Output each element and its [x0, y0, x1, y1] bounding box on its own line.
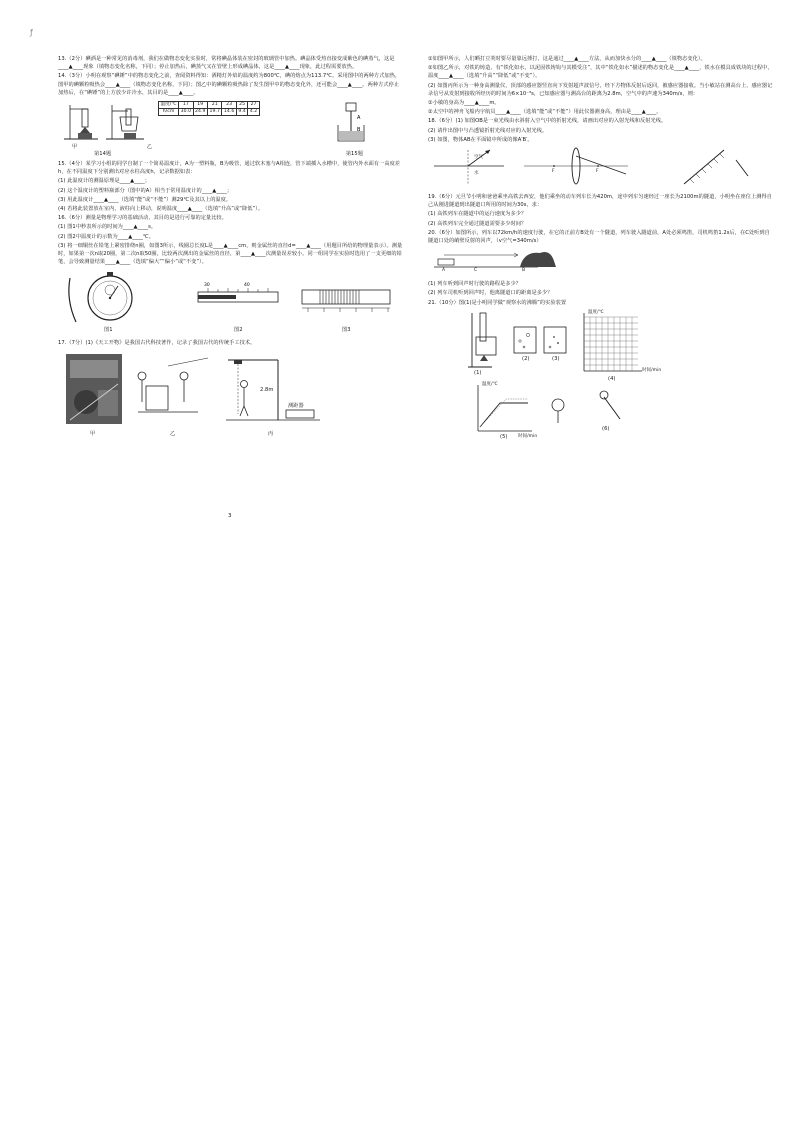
table-cell: 14.6 — [223, 109, 235, 115]
plane-mirror-diagram-icon — [684, 150, 748, 184]
question-17-item: ②如图乙所示，对铁的铸造，有“铁化如水，以泥固铁铸钩与其模受注”，其中“铁化如水”描述的物态变化是____▲____，铁水在模具成铁块的过程中，温度____▲____（选填“升高”“降低”或“不变”）。 — [428, 65, 773, 80]
axis-label: 时间/min — [518, 433, 538, 439]
point-label: B — [522, 268, 526, 274]
beaker-bubbles-icon — [514, 327, 566, 353]
table-header: 17 — [179, 102, 193, 109]
question-15-item: (4) 若将此装置放在室内，液柱向上移动，说明温度____▲____（选填“升高”或“降低”）。 — [58, 206, 264, 213]
question-15: 15.（4分）某学习小组的同学自制了一个简易温度计，A为一塑料瓶，B为吸管，通过软木塞与A相连，管下端插入水槽中，使管内外水面有一高度差h，在不同温度下分别测出对应水柱高度h，记录数据如表： — [58, 161, 401, 176]
question-18-item: (2) 请作出图中与凸透镜折射光线对应的入射光线。 — [428, 127, 548, 134]
figure-label: 图2 — [234, 327, 243, 334]
figure-18-drawing — [428, 146, 773, 188]
point-label: A — [442, 268, 446, 274]
wire-coil-ruler-icon — [302, 290, 390, 312]
question-20: 20.（6分）如图所示，列车以72km/h的速度行驶，在它的正前方B处有一个隧道，列车驶入隧道前，A处必须鸣笛，司机鸣笛1.2s后，在C处听到自隧道口处的峭壁反射的回声，（v空气=340m/s） — [428, 229, 770, 245]
casting-workers-illustration-icon — [138, 358, 208, 412]
ancient-workshop-illustration-icon — [66, 354, 122, 424]
question-16-item: (3) 将一细铜丝在铅笔上紧密排绕n圈，如图3所示，线圈总长度L是____▲____cm，则金属丝的直径d=____▲____（用题目所给的物理量表示）。测量时，如果第一次n取20圈，第二次n取50圈，比较两次测出的金属丝的直径，第____▲____次测量误差较小。同一组同学在实验时选用了一支更细的铅笔，会导致测量结果____▲____（选填“偏大”“偏小”或“不变”）。 — [58, 242, 403, 266]
question-19-item: (1) 高铁列车在隧道中的运行速度为多少？ — [428, 211, 527, 218]
table-header: 25 — [236, 102, 247, 109]
figure-label: 甲 — [90, 430, 96, 437]
table-header: 23 — [222, 102, 236, 109]
figure-label: F — [552, 169, 555, 175]
temperature-table — [158, 101, 260, 116]
table-header: 21 — [207, 102, 221, 109]
figure-20 — [428, 247, 773, 277]
figure-label: 乙 — [146, 144, 152, 151]
question-17-item: (2) 如图丙所示为一种身高测量仪，顶部的感应器竖直向下发射超声波信号，经下方物体反射后返回，被感应器接收。当小敏站在测高台上，感应器记录信号从发射到接收所经历的时间为6×10⁻³s，已知感应器与测高台的距离为2.8m，空气中的声速为340m/s，则： — [428, 82, 773, 97]
homemade-thermometer-icon — [338, 103, 364, 141]
right-column — [428, 55, 773, 444]
figure-label: F — [596, 169, 599, 175]
figure-label: 图3 — [342, 327, 351, 334]
stopwatch-icon — [69, 272, 132, 322]
question-13: 13.（2分）碘酒是一种常见的消毒剂，我们在做物态变化实验时，常将碘晶体装在密封的玻璃管中加热。碘晶体受热直接变成紫色的碘蒸气，这是____▲____现象（填物态变化名称，下同）；停止加热后，碘蒸气又在管壁上形成碘晶体，这是____▲____现象，此过程需要放热。 — [58, 56, 395, 71]
figure-label: 甲 — [72, 144, 78, 151]
question-20-item: (2) 列车司机听到回声时，他离隧道口的距离是多少？ — [428, 290, 553, 297]
question-19: 19.（6分）元旦节小明和爸爸乘坐高铁去西安，他们乘坐的动车列车长为420m，途中列车匀速经过一座长为2100m的隧道，小明坐在座位上测得自己从刚进隧道到出隧道口所用的时间为30s，求： — [428, 194, 772, 209]
question-20-item: (1) 列车听到回声时行驶的路程是多少？ — [428, 281, 521, 288]
question-18: 18.（6分）(1) 如图OB是一束光线由水斜射入空气中的折射光线，请画出对应的入射光线和反射光线。 — [428, 118, 667, 125]
table-cell: 4.2 — [249, 109, 258, 115]
table-cell: 24.9 — [195, 109, 206, 115]
svg-text:30: 30 — [204, 283, 210, 289]
iodine-apparatus-a-icon — [64, 105, 98, 139]
table-cell: 9.4 — [238, 109, 246, 115]
figure-caption: 第14题 — [94, 151, 112, 158]
left-column — [58, 55, 403, 445]
question-16: 16.（6分）测量是物理学习的基础活动，其目的是进行可靠的定量比较。 — [58, 215, 227, 222]
axis-label: 温度/℃ — [482, 381, 498, 387]
svg-text:40: 40 — [244, 283, 250, 289]
figure-label: 水 — [474, 171, 479, 177]
table-cell: 30.0 — [180, 109, 192, 115]
figure-17-drawing — [58, 350, 403, 430]
boiling-apparatus-icon — [468, 313, 496, 367]
figure-21 — [428, 309, 773, 441]
device-sign-label: 测距器 — [288, 402, 304, 409]
train-tunnel-diagram-icon — [434, 252, 556, 267]
question-17-item: ②太空中的神舟飞船内宇航员____▲____（选填“能”或“不能”）用此仪器测身高，理由是____▲____。 — [428, 109, 662, 116]
point-label: C — [474, 268, 478, 274]
iodine-apparatus-b-icon — [106, 105, 144, 139]
temperature-curve-icon — [478, 385, 532, 431]
question-17: 17.（7分）(1)《天工开物》是我国古代科技著作，记录了我国古代的传统手工技术。 — [58, 340, 256, 347]
page-number: 3 — [228, 513, 232, 519]
question-16-item: (2) 图2中温度计的示数为____▲____℃。 — [58, 233, 154, 240]
figure-label: (2) — [522, 355, 530, 362]
figure-20-drawing — [428, 247, 773, 275]
question-15-item: (1) 此温度计的测温原理是____▲____； — [58, 178, 150, 185]
figure-label: 图1 — [104, 327, 113, 334]
question-15-item: (3) 用此温度计____▲____（选填“能”或“不能”）测29℃及其以上的温度。 — [58, 196, 232, 203]
table-header: 27 — [248, 102, 259, 109]
question-21: 21.（10分）图(1)是小明同学做“观察水的沸腾”的实验装置 — [428, 299, 567, 306]
corner-mark: ƒ — [30, 28, 33, 37]
figure-16-drawing — [58, 268, 403, 326]
svg-text:B: B — [357, 127, 361, 134]
temperature-grid-icon — [584, 313, 642, 371]
figure-label: (4) — [608, 375, 616, 382]
figure-label: 空气 — [474, 155, 484, 161]
figure-17 — [58, 350, 403, 442]
question-18-item: (3) 如图，物体AB在平面镜中所成的像A′B′。 — [428, 136, 533, 143]
table-header: 温度/℃ — [160, 102, 177, 108]
question-17-item: ①小敏的身高为____▲____m。 — [428, 100, 500, 107]
question-14: 14.（3分）小明在观察“碘锤”中的物态变化之前，查阅资料得知：酒精灯外焰的温度约为800℃，碘的熔点为113.7℃。采用图中的两种方式加热，图甲的碘颗粒吸热会____▲____（填物态变化名称，下同）；图乙中的碘颗粒吸热除了发生图甲中的物态变化外，还可能会____▲____。两种方式停止加热后，在“碘锤”的上方放少许冷水，其目的是____▲____。 — [58, 73, 401, 96]
thermometer-scale-icon — [198, 282, 278, 302]
device-height-label: 2.8m — [260, 386, 274, 393]
refraction-diagram-icon — [434, 150, 504, 184]
figure-label: (5) — [500, 433, 508, 440]
figure-label: (6) — [602, 425, 610, 432]
figure-14-15 — [58, 99, 403, 157]
axis-label: 温度/℃ — [588, 309, 604, 315]
svg-text:A: A — [357, 115, 361, 122]
convex-lens-diagram-icon — [524, 148, 628, 184]
table-cell: h/cm — [159, 109, 179, 116]
figure-16 — [58, 268, 403, 336]
figure-label: (3) — [552, 355, 560, 362]
table-header: 19 — [193, 102, 207, 109]
figure-caption: 第15题 — [345, 151, 363, 158]
table-cell: 19.7 — [209, 109, 220, 115]
question-17-item: ①如图甲所示，人们晒打豆荚时要尽量靠远捶打，这是通过____▲____方法，从而加快水分的____▲____（填物态变化）。 — [428, 56, 706, 62]
figure-label: (1) — [474, 369, 482, 376]
figure-label: 乙 — [170, 430, 176, 437]
question-16-item: (1) 图1中秒表所示的时间为____▲____s。 — [58, 224, 157, 231]
figure-label: 丙 — [268, 430, 274, 437]
axis-label: 时间/min — [642, 367, 662, 373]
question-19-item: (2) 高铁列车完全通过隧道需要多少时间？ — [428, 220, 527, 227]
figure-18 — [428, 146, 773, 190]
question-15-item: (2) 这个温度计的塑料瓶部分（图中的A）相当于常用温度计的____▲____； — [58, 187, 233, 194]
lab-flask-icon — [552, 391, 620, 423]
